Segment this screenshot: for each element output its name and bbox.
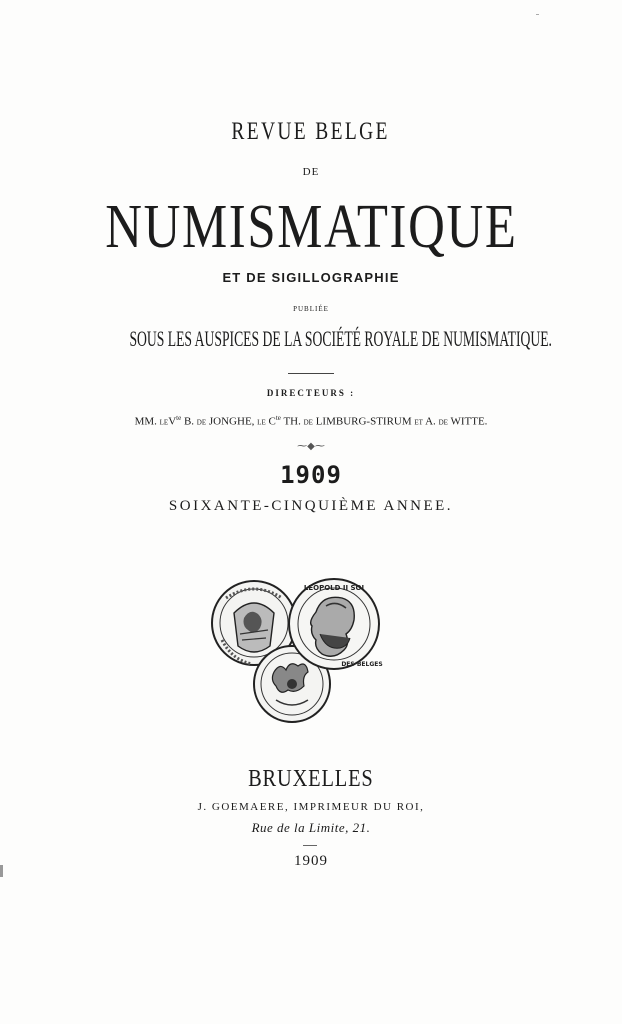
- journal-subtitle: ET DE SIGILLOGRAPHIE: [222, 270, 400, 285]
- directors-line: MM. $LEV^{te}$ B. DE JONGHE, LE $C^{te}$ TH. DE LIMBURG-STIRUM ET A. DE WITTE.: [134, 414, 488, 428]
- directeurs-label: DIRECTEURS :: [266, 388, 356, 398]
- flourish-ornament: ⁓◆⁓: [297, 441, 325, 452]
- coin-legend-left: LEOPOLD II SOI: [303, 584, 365, 592]
- coin-legend-right: DES BELGES: [341, 661, 383, 668]
- journal-title-de: DE: [302, 166, 320, 178]
- divider-rule: [288, 373, 334, 374]
- year-footer: 1909: [294, 853, 328, 869]
- year-heading: 1909: [280, 461, 342, 489]
- printer-line: J. GOEMAERE, IMPRIMEUR DU ROI,: [197, 801, 425, 813]
- auspices-line: SOUS LES AUSPICES DE LA SOCIÉTÉ ROYALE DE NUMISMATIQUE.: [129, 326, 552, 351]
- journal-title-line1: REVUE BELGE: [231, 118, 391, 145]
- top-mark: [536, 14, 539, 15]
- margin-mark: [0, 865, 3, 877]
- right-coin: [289, 579, 383, 669]
- annee-line: SOIXANTE-CINQUIÈME ANNEE.: [168, 498, 454, 514]
- address-line: Rue de la Limite, 21.: [251, 820, 371, 835]
- short-divider: [303, 845, 317, 846]
- journal-title-main: NUMISMATIQUE: [104, 193, 518, 261]
- publiee-label: PUBLIÉE: [293, 305, 329, 313]
- coin-emblem-icon: [206, 568, 386, 728]
- city: BRUXELLES: [248, 766, 374, 792]
